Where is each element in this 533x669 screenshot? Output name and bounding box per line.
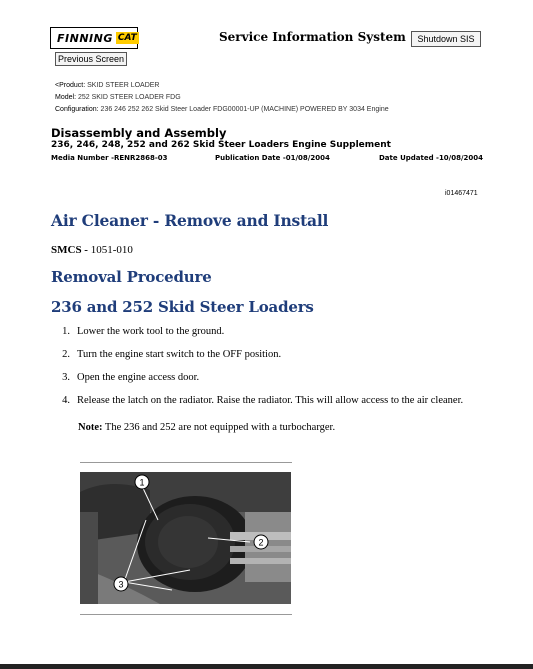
- callout-2: [254, 535, 268, 549]
- procedure-steps: [51, 326, 491, 418]
- list-item: 4. Release the latch on the radiator. Raise the radiator. This will allow access to the air cleaner.: [62, 395, 464, 406]
- callout-2-label: 2: [258, 537, 264, 548]
- figure-divider-top: [80, 462, 292, 463]
- list-item: 3. Open the engine access door.: [62, 372, 200, 383]
- callout-3-label: 3: [118, 579, 124, 590]
- air-cleaner-photo: [80, 472, 291, 604]
- note: Note: The 236 and 252 are not equipped with a turbocharger.: [78, 422, 336, 433]
- section-heading: Removal Procedure: [51, 268, 212, 286]
- list-item: 1. Lower the work tool to the ground.: [62, 326, 225, 337]
- figure-divider-bottom: [80, 614, 292, 615]
- smcs-code: SMCS - 1051-010: [51, 244, 133, 256]
- date-updated: Date Updated -10/08/2004: [379, 154, 484, 162]
- logo-text: FINNING: [57, 31, 113, 45]
- callout-3: [114, 577, 128, 591]
- previous-screen-button[interactable]: Previous Screen: [55, 52, 127, 66]
- subsection-heading: 236 and 252 Skid Steer Loaders: [51, 298, 314, 316]
- cat-badge: CAT: [117, 33, 137, 43]
- product-line: <Product: SKID STEER LOADER: [55, 82, 160, 89]
- list-item: 2. Turn the engine start switch to the OFF position.: [62, 349, 282, 360]
- callout-1: [135, 475, 149, 489]
- publication-date: Publication Date -01/08/2004: [215, 154, 330, 162]
- shutdown-sis-button[interactable]: Shutdown SIS: [411, 31, 481, 47]
- media-number: Media Number -RENR2868-03: [51, 154, 168, 162]
- callout-1-label: 1: [139, 477, 145, 488]
- air-cleaner-illustration: [80, 472, 291, 604]
- bottom-bar: [0, 664, 533, 669]
- document-subtitle: 236, 246, 248, 252 and 262 Skid Steer Loaders Engine Supplement: [51, 140, 391, 150]
- finning-cat-logo: [50, 27, 138, 49]
- page-title: Air Cleaner - Remove and Install: [51, 211, 329, 230]
- app-title: Service Information System: [219, 30, 406, 44]
- reference-id: i01467471: [445, 190, 478, 197]
- model-line: Model: 252 SKID STEER LOADER FDG: [55, 94, 181, 101]
- document-type: Disassembly and Assembly: [51, 126, 227, 140]
- configuration-line: Configuration: 236 246 252 262 Skid Steer Loader FDG00001-UP (MACHINE) POWERED BY 3034 Engine: [55, 106, 389, 113]
